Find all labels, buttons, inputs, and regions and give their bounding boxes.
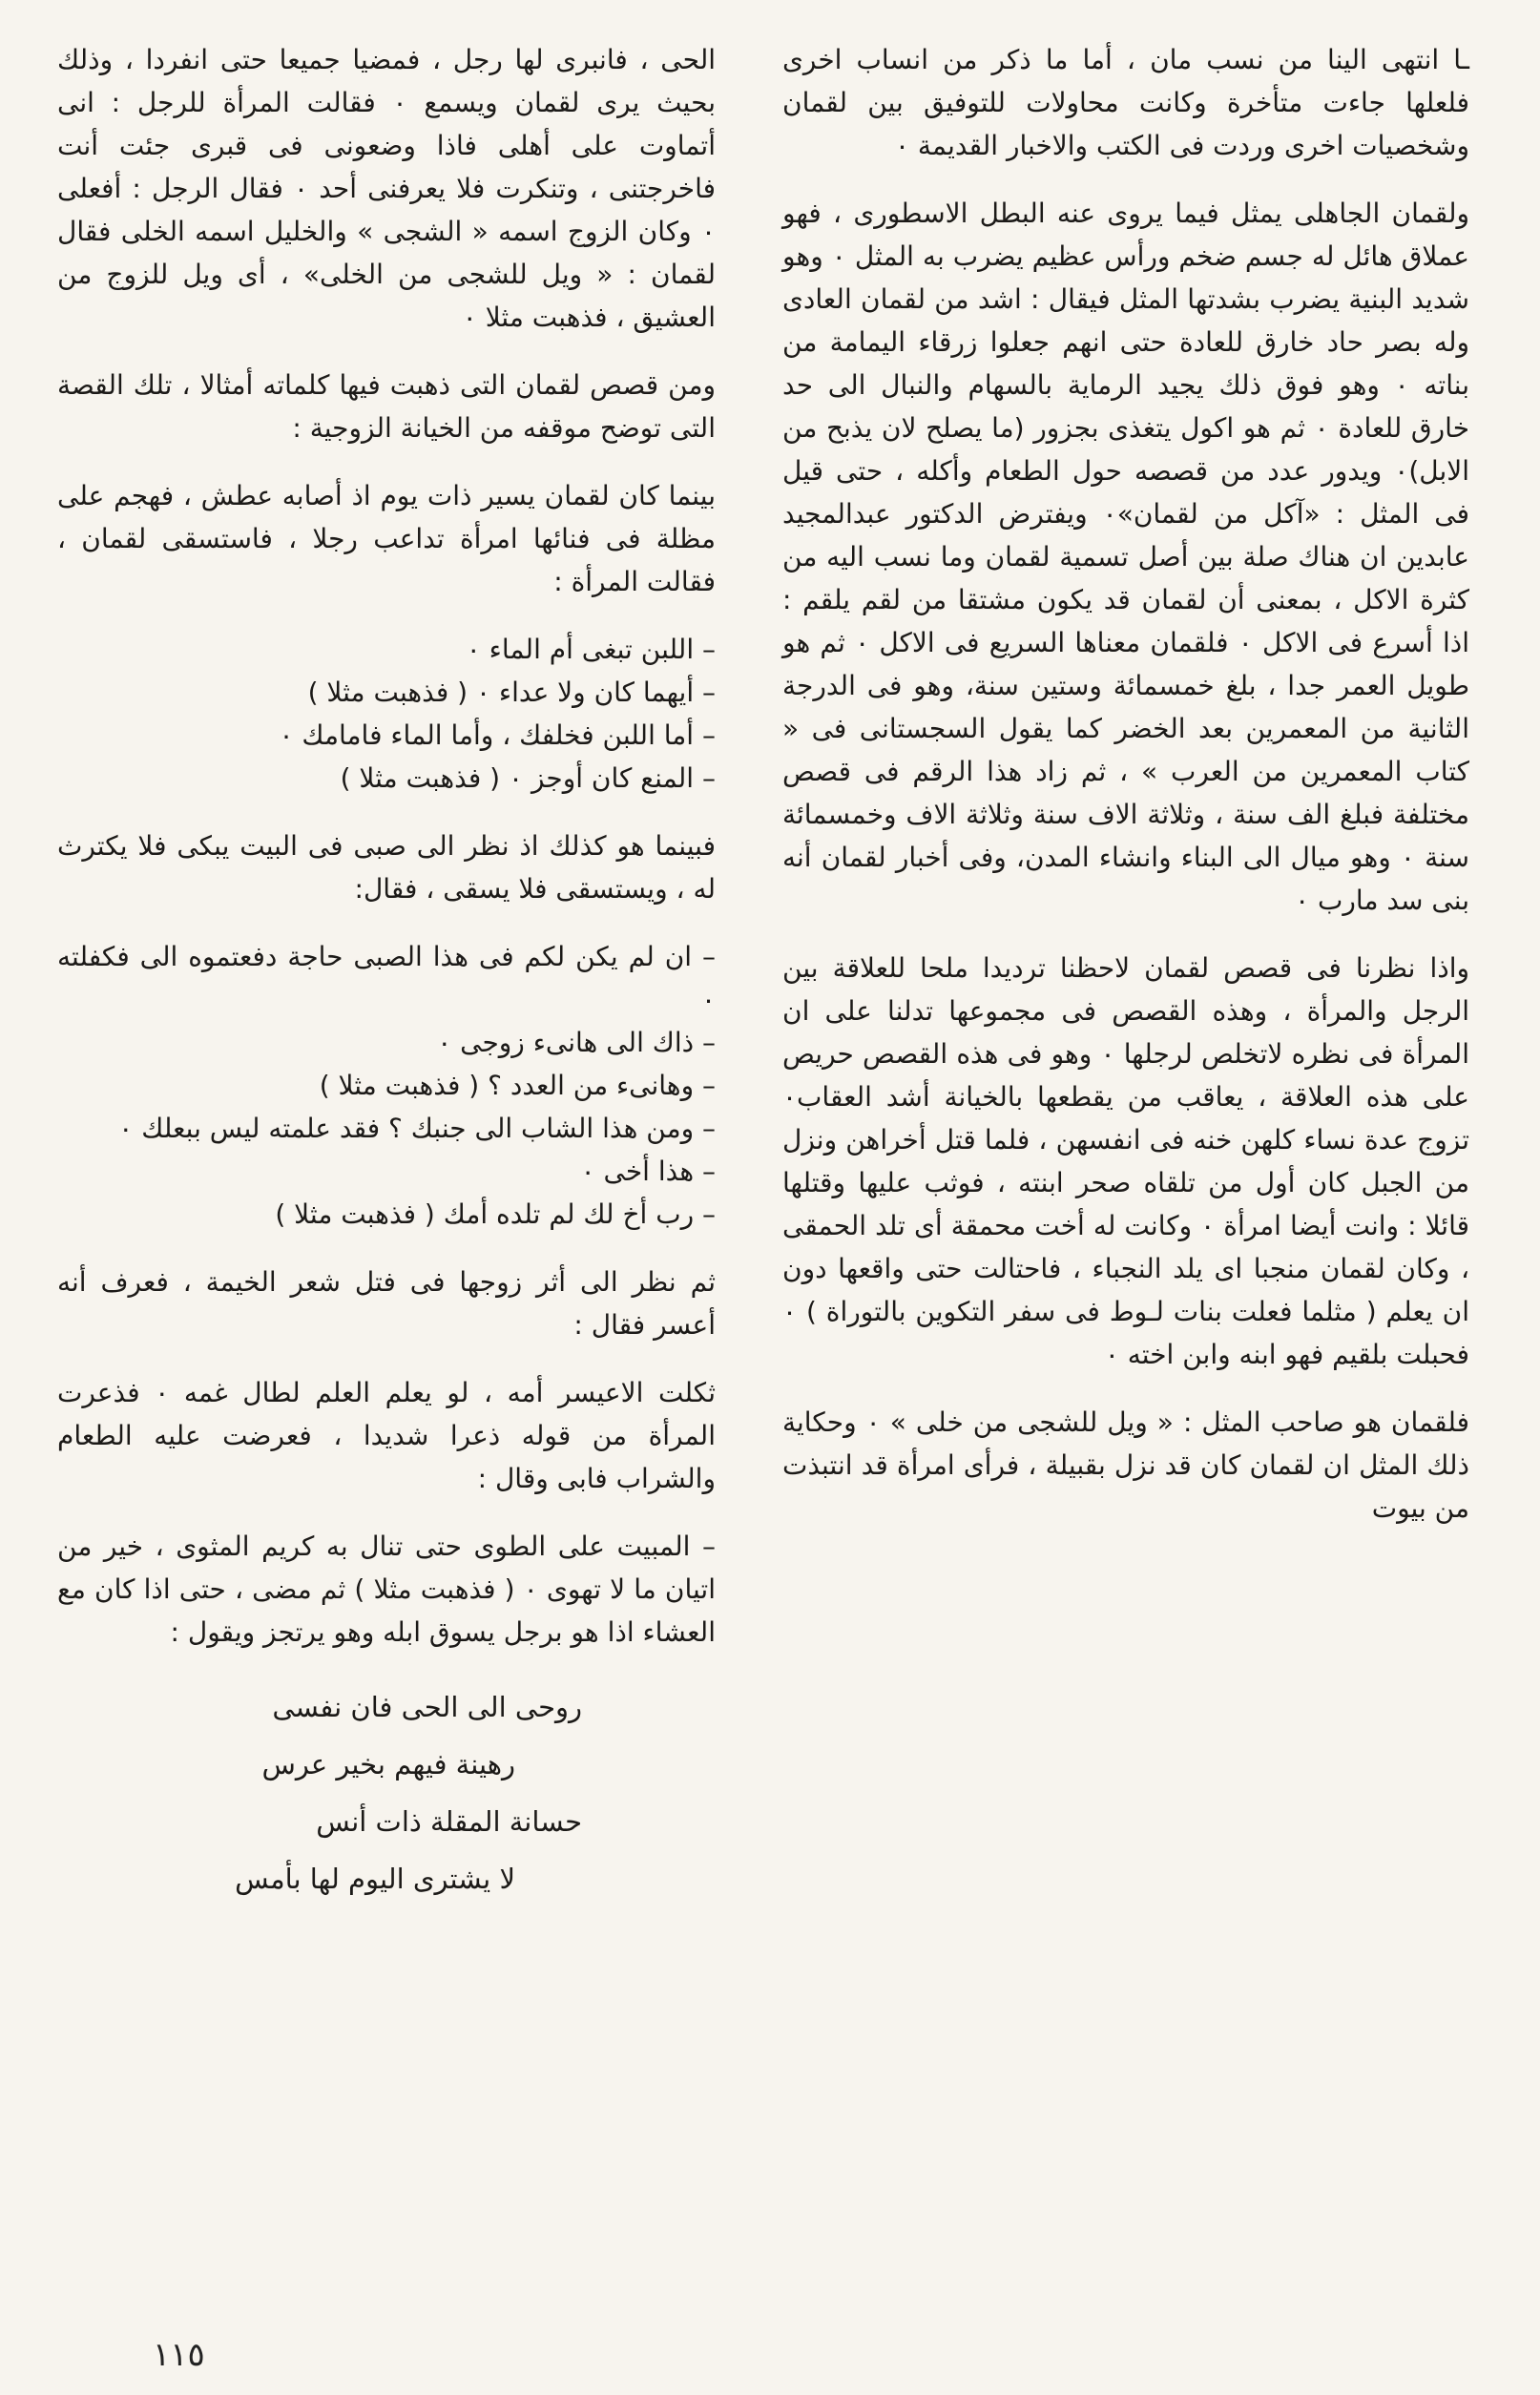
poem bbox=[57, 1678, 716, 1907]
paragraph: فبينما هو كذلك اذ نظر الى صبى فى البيت يبكى فلا يكترث له ، ويستسقى فلا يسقى ، فقال: bbox=[57, 830, 716, 905]
paragraph: الحى ، فانبرى لها رجل ، فمضيا جميعا حتى انفردا ، وذلك بحيث يرى لقمان ويسمع ٠ فقالت المرأة للرجل : انى أتماوت على أهلى فاذا وضعونى فى قبرى جئت أنت فاخرجتنى ، وتنكرت فلا يعرفنى أحد ٠ فقال الرجل : أفعلى ٠ وكان الزوج اسمه « الشجى » والخليل اسمه الخلى فقال لقمان : « ويل للشجى من الخلى» ، أى ويل للزوج من العشيق ، فذهبت مثلا ٠ bbox=[57, 44, 717, 333]
paragraph: بينما كان لقمان يسير ذات يوم اذ أصابه عطش ، فهجم على مظلة فى فنائها امرأة تداعب رجلا ، فاستسقى لقمان ، فقالت المرأة : bbox=[57, 480, 716, 597]
paragraph: فلقمان هو صاحب المثل : « ويل للشجى من خلى » ٠ وحكاية ذلك المثل ان لقمان كان قد نزل بقبيلة ، فرأى امرأة قد انتبذت من بيوت bbox=[782, 1406, 1469, 1524]
paragraph: ومن قصص لقمان التى ذهبت فيها كلماته أمثالا ، تلك القصة التى توضح موقفه من الخيانة الزوجية : bbox=[57, 369, 716, 444]
dialogue-line: – أما اللبن فخلفك ، وأما الماء فامامك ٠ bbox=[57, 714, 716, 757]
left-column bbox=[57, 38, 716, 1907]
poem-line: رهينة فيهم بخير عرس bbox=[261, 1748, 515, 1781]
dialogue-list bbox=[57, 628, 716, 800]
paragraph: ولقمان الجاهلى يمثل فيما يروى عنه البطل الاسطورى ، فهو عملاق هائل له جسم ضخم ورأس عظيم يضرب به المثل ٠ وهو شديد البنية يضرب بشدتها المثل فيقال : اشد من لقمان العادى وله بصر حاد خارق للعادة حتى انهم جعلوا زرقاء اليمامة من بناته ٠ وهو فوق ذلك يجيد الرماية بالسهام والنبال الى حد خارق للعادة ٠ ثم هو اكول يتغذى بجزور (ما يصلح لان يذبح من الابل)٠ ويدور عدد من قصصه حول الطعام وأكله ، حتى قيل فى المثل : «آكل من لقمان»٠ ويفترض الدكتور عبدالمجيد عابدين ان هناك صلة بين أصل تسمية لقمان وما نسب اليه من كثرة الاكل ، بمعنى أن لقمان قد يكون مشتقا من لقم يلقم : اذا أسرع فى الاكل ٠ فلقمان معناها السريع فى الاكل ٠ ثم هو طويل العمر جدا ، بلغ خمسمائة وستين سنة، وهو فى الدرجة الثانية من المعمرين بعد الخضر كما يقول السجستانى فى « كتاب المعمرين من العرب » ، ثم زاد هذا الرقم فى قصص مختلفة فبلغ الف سنة ، وثلاثة الاف سنة وثلاثة الاف وخمسمائة سنة ٠ وهو ميال الى البناء وانشاء المدن، وفى أخبار لقمان أنه بنى سد مارب ٠ bbox=[782, 198, 1470, 916]
dialogue-line: – وهانىء من العدد ؟ ( فذهبت مثلا ) bbox=[57, 1064, 716, 1107]
page-number: ١١٥ bbox=[153, 2336, 205, 2374]
paragraph: ـا انتهى الينا من نسب مان ، أما ما ذكر من انساب اخرى فلعلها جاءت متأخرة وكانت محاولات للتوفيق بين لقمان وشخصيات اخرى وردت فى الكتب والاخبار القديمة ٠ bbox=[782, 44, 1469, 161]
dialogue-list bbox=[57, 1525, 716, 1654]
dialogue-list bbox=[57, 935, 716, 1236]
dialogue-line: – هذا أخى ٠ bbox=[57, 1150, 716, 1193]
dialogue-line: – رب أخ لك لم تلده أمك ( فذهبت مثلا ) bbox=[57, 1193, 716, 1236]
paragraph: ثكلت الاعيسر أمه ، لو يعلم العلم لطال غمه ٠ فذعرت المرأة من قوله ذعرا شديدا ، فعرضت عليه الطعام والشراب فابى وقال : bbox=[57, 1377, 716, 1494]
dialogue-line: – المبيت على الطوى حتى تنال به كريم المثوى ، خير من اتيان ما لا تهوى ٠ ( فذهبت مثلا ) ثم مضى ، حتى اذا كان مع العشاء اذا هو برجل يسوق ابله وهو يرتجز ويقول : bbox=[57, 1525, 716, 1654]
dialogue-line: – المنع كان أوجز ٠ ( فذهبت مثلا ) bbox=[57, 757, 716, 800]
dialogue-line: – ان لم يكن لكم فى هذا الصبى حاجة دفعتموه الى فكفلته ٠ bbox=[57, 935, 716, 1021]
poem-line: حسانة المقلة ذات أنس bbox=[316, 1805, 582, 1838]
dialogue-line: – ومن هذا الشاب الى جنبك ؟ فقد علمته ليس ببعلك ٠ bbox=[57, 1107, 716, 1150]
paragraph: واذا نظرنا فى قصص لقمان لاحظنا ترديدا ملحا للعلاقة بين الرجل والمرأة ، وهذه القصص فى مجموعها تدلنا على ان المرأة فى نظره لاتخلص لرجلها ٠ وهو فى هذه القصص حريص على هذه العلاقة ، يعاقب من يقطعها بالخيانة أشد العقاب٠ تزوج عدة نساء كلهن خنه فى انفسهن ، فلما قتل أخراهن ونزل من الجبل كان أول من تلقاه صحر ابنته ، فوثب عليها وقتلها قائلا : وانت أيضا امرأة ٠ وكانت له أخت محمقة أى تلد الحمقى ، وكان لقمان منجبا اى يلد النجباء ، فاحتالت حتى واقعها دون ان يعلم ( مثلما فعلت بنات لـوط فى سفر التكوين بالتوراة ) ٠ فحبلت بلقيم فهو ابنه وابن اخته ٠ bbox=[782, 952, 1470, 1370]
dialogue-line: – اللبن تبغى أم الماء ٠ bbox=[57, 628, 716, 671]
poem-line: لا يشترى اليوم لها بأمس bbox=[235, 1863, 515, 1895]
poem-line: روحى الى الحى فان نفسى bbox=[272, 1691, 582, 1723]
dialogue-line: – أيهما كان ولا عداء ٠ ( فذهبت مثلا ) bbox=[57, 671, 716, 714]
right-column bbox=[782, 38, 1469, 1554]
paragraph: ثم نظر الى أثر زوجها فى فتل شعر الخيمة ، فعرف أنه أعسر فقال : bbox=[57, 1266, 716, 1341]
dialogue-line: – ذاك الى هانىء زوجى ٠ bbox=[57, 1021, 716, 1064]
